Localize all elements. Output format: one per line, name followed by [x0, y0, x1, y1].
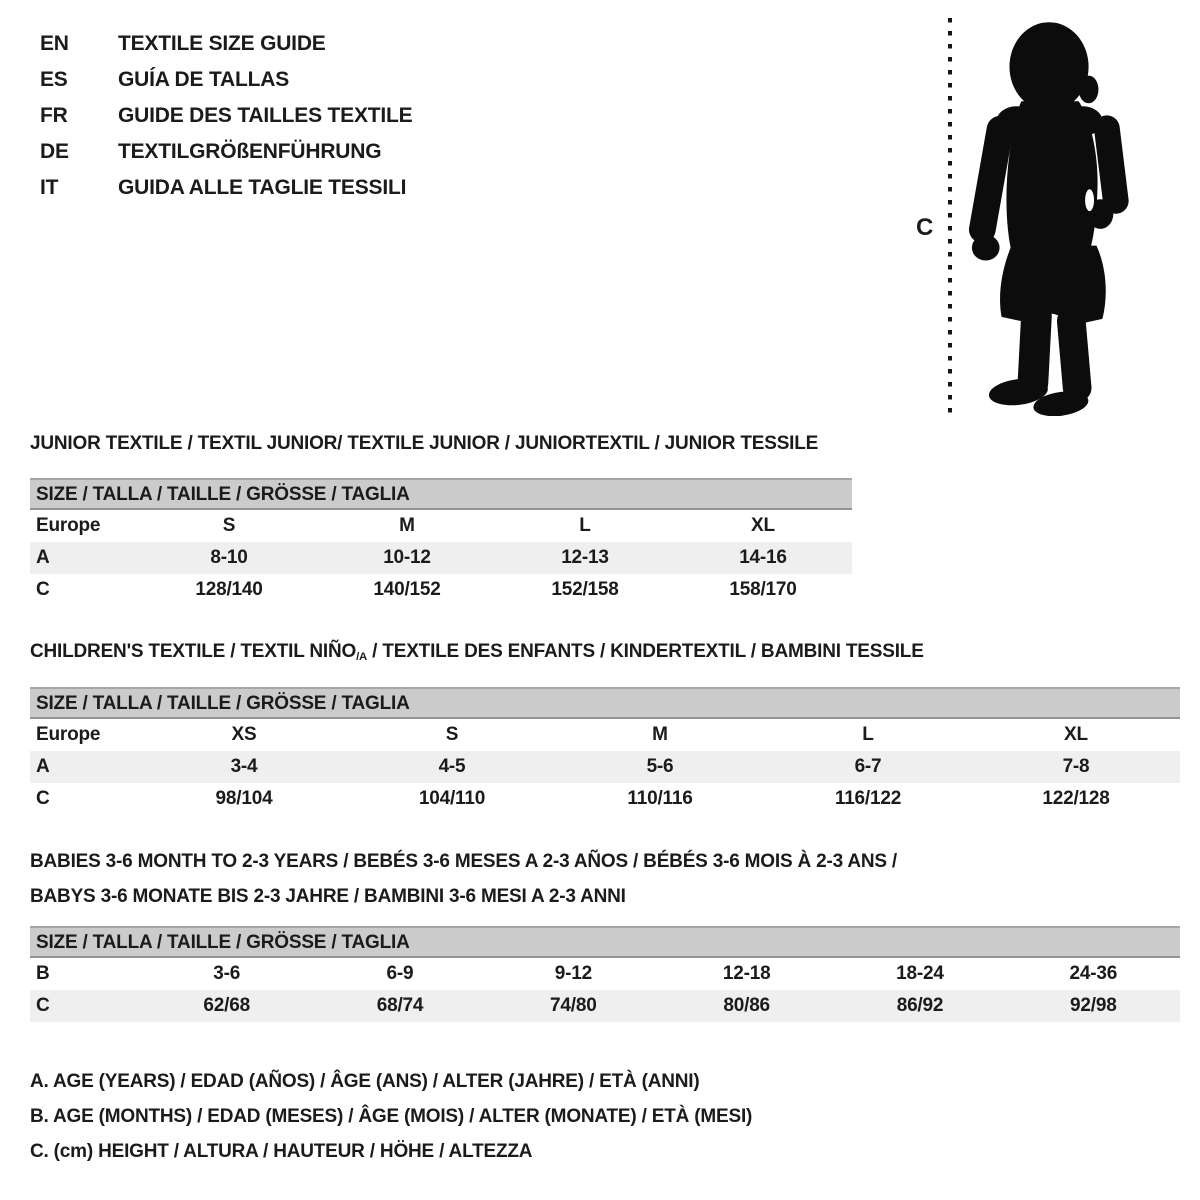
size-cell: 6-7 — [854, 756, 882, 777]
size-table-header: SIZE / TALLA / TAILLE / GRÖSSE / TAGLIA — [30, 926, 1180, 958]
guide-title: TEXTILGRÖßENFÜHRUNG — [118, 140, 382, 163]
size-cell: 24-36 — [1069, 963, 1118, 984]
table-row — [30, 990, 1180, 1022]
junior-size-table — [30, 478, 852, 606]
size-cell: 74/80 — [550, 995, 597, 1016]
size-cell: 62/68 — [203, 995, 250, 1016]
size-cell: 12-13 — [561, 547, 609, 568]
babies-size-table — [30, 926, 1180, 1022]
language-code: DE — [40, 140, 69, 163]
row-label: B — [36, 963, 50, 984]
height-dashed-line — [946, 16, 954, 418]
height-measure-figure — [900, 10, 1150, 420]
size-cell: L — [862, 724, 874, 745]
table-row — [30, 574, 852, 606]
size-cell: 68/74 — [376, 995, 424, 1016]
language-title-list — [40, 26, 412, 206]
language-row — [40, 134, 412, 170]
size-cell: L — [579, 515, 591, 536]
language-code: ES — [40, 68, 68, 91]
height-label: C — [916, 214, 934, 241]
row-label: C — [36, 579, 50, 600]
toddler-silhouette — [962, 18, 1140, 416]
row-label: C — [36, 995, 50, 1016]
heading-text: CHILDREN'S TEXTILE / TEXTIL NIÑO — [30, 641, 357, 662]
row-label: Europe — [36, 515, 101, 536]
size-cell: M — [399, 515, 415, 536]
table-row — [30, 719, 1180, 751]
size-cell: 80/86 — [723, 995, 770, 1016]
size-cell: 128/140 — [195, 579, 263, 600]
size-cell: 104/110 — [418, 788, 486, 809]
table-row — [30, 510, 852, 542]
row-label: A — [36, 756, 50, 777]
size-cell: 92/98 — [1070, 995, 1117, 1016]
size-cell: 7-8 — [1062, 756, 1090, 777]
table-row — [30, 958, 1180, 990]
language-code: EN — [40, 32, 69, 55]
language-row — [40, 98, 412, 134]
children-size-table — [30, 687, 1180, 815]
size-cell: M — [652, 724, 668, 745]
size-cell: 110/116 — [627, 788, 693, 809]
size-cell: 98/104 — [215, 788, 273, 809]
size-cell: 152/158 — [551, 579, 619, 600]
size-cell: 18-24 — [896, 963, 944, 984]
size-cell: XL — [751, 515, 775, 536]
heading-subscript: /A — [356, 650, 368, 663]
legend-line-c: C. (cm) HEIGHT / ALTURA / HAUTEUR / HÖHE / ALTEZZA — [30, 1141, 533, 1162]
size-cell: 116/122 — [834, 788, 902, 809]
row-label: A — [36, 547, 50, 568]
guide-title: TEXTILE SIZE GUIDE — [118, 32, 326, 55]
children-section-heading — [30, 641, 924, 663]
table-row — [30, 542, 852, 574]
junior-section-heading: JUNIOR TEXTILE / TEXTIL JUNIOR/ TEXTILE JUNIOR / JUNIORTEXTIL / JUNIOR TESSILE — [30, 433, 819, 454]
language-code: IT — [40, 176, 59, 199]
row-label: Europe — [36, 724, 101, 745]
size-cell: 86/92 — [896, 995, 944, 1016]
size-cell: 122/128 — [1042, 788, 1110, 809]
size-table-header: SIZE / TALLA / TAILLE / GRÖSSE / TAGLIA — [30, 687, 1180, 719]
size-cell: 12-18 — [722, 963, 771, 984]
size-cell: 3-4 — [230, 756, 258, 777]
babies-section-heading-line2: BABYS 3-6 MONATE BIS 2-3 JAHRE / BAMBINI 3-6 MESI A 2-3 ANNI — [30, 886, 626, 907]
language-row — [40, 26, 412, 62]
size-cell: 14-16 — [739, 547, 787, 568]
language-code: FR — [40, 104, 68, 127]
row-label: C — [36, 788, 50, 809]
size-cell: S — [222, 515, 236, 536]
size-cell: 8-10 — [210, 547, 248, 568]
guide-title: GUIDE DES TAILLES TEXTILE — [118, 104, 413, 127]
size-cell: 9-12 — [554, 963, 592, 984]
legend-line-a: A. AGE (YEARS) / EDAD (AÑOS) / ÂGE (ANS) / ALTER (JAHRE) / ETÀ (ANNI) — [30, 1071, 700, 1092]
guide-title: GUÍA DE TALLAS — [118, 68, 290, 91]
language-row — [40, 170, 412, 206]
size-cell: 5-6 — [646, 756, 674, 777]
language-row — [40, 62, 412, 98]
table-row — [30, 751, 1180, 783]
heading-text: / TEXTILE DES ENFANTS / KINDERTEXTIL / BAMBINI TESSILE — [367, 641, 924, 662]
guide-title: GUIDA ALLE TAGLIE TESSILI — [118, 176, 407, 199]
size-table-header: SIZE / TALLA / TAILLE / GRÖSSE / TAGLIA — [30, 478, 852, 510]
size-cell: S — [445, 724, 459, 745]
size-cell: 158/170 — [729, 579, 797, 600]
size-cell: 6-9 — [386, 963, 414, 984]
table-row — [30, 783, 1180, 815]
size-cell: 10-12 — [383, 547, 431, 568]
size-cell: XL — [1064, 724, 1088, 745]
size-cell: 4-5 — [438, 756, 466, 777]
size-cell: 140/152 — [373, 579, 441, 600]
size-cell: XS — [231, 724, 257, 745]
legend-line-b: B. AGE (MONTHS) / EDAD (MESES) / ÂGE (MOIS) / ALTER (MONATE) / ETÀ (MESI) — [30, 1106, 753, 1127]
babies-section-heading-line1: BABIES 3-6 MONTH TO 2-3 YEARS / BEBÉS 3-6 MESES A 2-3 AÑOS / BÉBÉS 3-6 MOIS À 2-3 ANS / — [30, 851, 898, 872]
size-cell: 3-6 — [213, 963, 241, 984]
